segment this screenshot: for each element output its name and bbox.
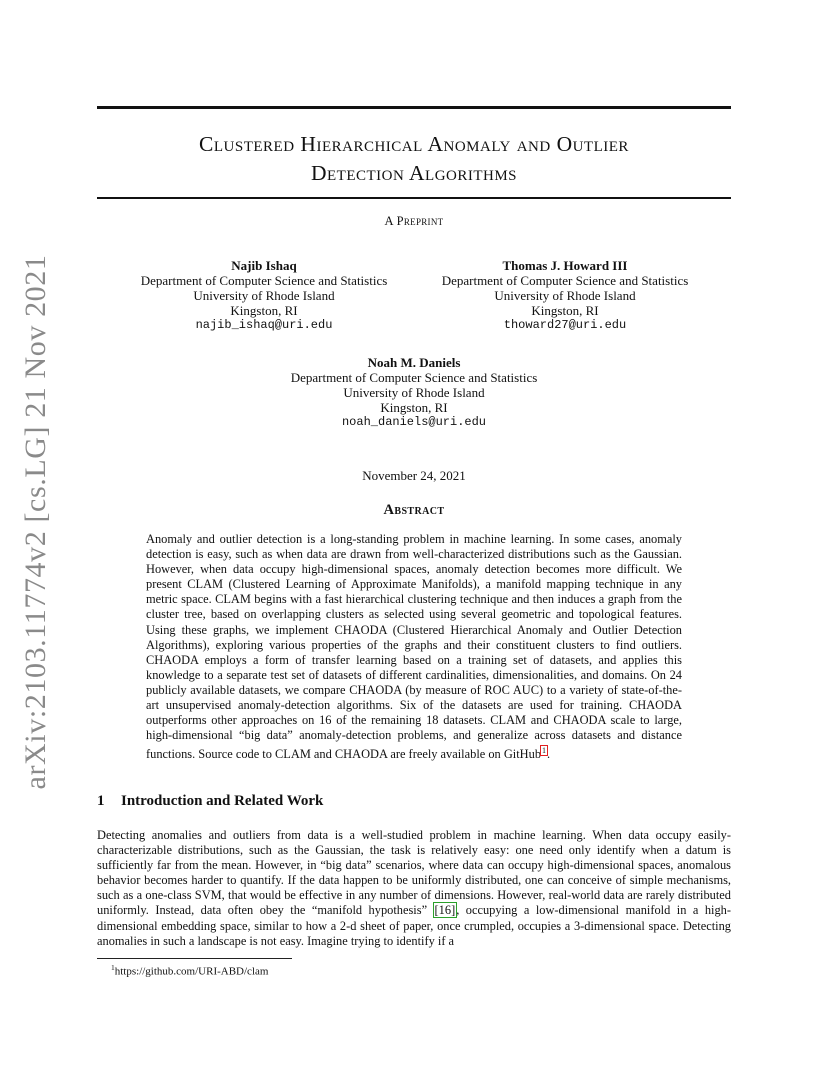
title-line-2: Detection Algorithms <box>310 161 518 185</box>
intro-text-2: , occupying a low-dimensional manifold in a high-dimensional embedding space, similar to how a 2-d sheet of paper, once crumpled, occupies a 3-dimensional space. Detecting anomalies in such a landscape is not easy. Imagine trying to identify if a <box>97 903 731 948</box>
author-name: Najib Ishaq <box>231 258 297 273</box>
author-block-1 <box>118 258 410 333</box>
author-university: University of Rhode Island <box>343 385 485 400</box>
author-block-3 <box>268 355 560 430</box>
intro-text-1: Detecting anomalies and outliers from data is a well-studied problem in machine learning. When data occupy easily-characterizable distributions, such as the Gaussian, the task is relatively easy: one need only identify when a datum is sufficiently far from the mean. However, in “big data” scenarios, where data can occupy high-dimensional spaces, anomalous behavior becomes harder to quantify. If the data happen to be uniformly distributed, one can conceive of simple mechanisms, such as a one-class SVM, that would be effective in any number of dimensions. However, real-world data are rarely distributed uniformly. Instead, data often obey the “manifold hypothesis” <box>97 828 731 918</box>
author-email[interactable]: noah_daniels@uri.edu <box>341 415 487 429</box>
abstract-end: . <box>547 747 551 762</box>
paper-title <box>97 130 731 188</box>
author-block-2 <box>419 258 711 333</box>
footnote-rule <box>97 958 292 959</box>
author-university: University of Rhode Island <box>193 288 335 303</box>
author-email[interactable]: thoward27@uri.edu <box>503 318 627 332</box>
arxiv-stamp-text: arXiv:2103.11774v2 [cs.LG] 21 Nov 2021 <box>19 254 52 790</box>
section-heading <box>97 793 323 810</box>
footnote-mark: 1 <box>111 963 115 972</box>
footnote-url[interactable]: https://github.com/URI-ABD/clam <box>114 965 269 978</box>
title-bottom-rule <box>97 197 731 199</box>
author-university: University of Rhode Island <box>494 288 636 303</box>
title-top-rule <box>97 106 731 109</box>
abstract-heading: Abstract <box>383 502 445 518</box>
author-location: Kingston, RI <box>531 303 599 318</box>
preprint-label: A Preprint <box>384 214 444 228</box>
title-line-1: Clustered Hierarchical Anomaly and Outlier <box>199 132 629 156</box>
author-name: Thomas J. Howard III <box>502 258 628 273</box>
introduction-paragraph <box>97 828 731 949</box>
footnote-link[interactable]: 1 <box>542 746 547 756</box>
abstract-text: Anomaly and outlier detection is a long-standing problem in machine learning. In some cases, anomaly detection is easy, such as when data are drawn from well-characterized distributions such as the Gaussian. However, when data occupy high-dimensional spaces, anomaly detection becomes more difficult. We present CLAM (Clustered Learning of Approximate Manifolds), a manifold mapping technique in any metric space. CLAM begins with a fast hierarchical clustering technique and then induces a graph from the cluster tree, based on overlapping clusters as selected using several geometric and topological features. Using these graphs, we implement CHAODA (Clustered Hierarchical Anomaly and Outlier Detection Algorithms), exploring various properties of the graphs and their constituent clusters to find outliers. CHAODA employs a form of transfer learning based on a training set of datasets, and applies this knowledge to a separate test set of datasets of different cardinalities, dimensionalities, and domains. On 24 publicly available datasets, we compare CHAODA (by measure of ROC AUC) to a variety of state-of-the-art unsupervised anomaly-detection algorithms. Six of the datasets are used for training. CHAODA outperforms other approaches on 16 of the remaining 18 datasets. CLAM and CHAODA scale to large, high-dimensional “big data” anomaly-detection problems, and generalize across datasets and distance functions. Source code to CLAM and CHAODA are freely available on GitHub <box>146 532 682 762</box>
author-email[interactable]: najib_ishaq@uri.edu <box>195 318 333 332</box>
abstract-body <box>146 532 682 763</box>
section-title: Introduction and Related Work <box>121 793 324 809</box>
author-department: Department of Computer Science and Statistics <box>290 370 538 385</box>
author-name: Noah M. Daniels <box>367 355 461 370</box>
citation-link[interactable]: [16] <box>434 903 456 918</box>
section-number: 1 <box>97 793 105 809</box>
author-location: Kingston, RI <box>230 303 298 318</box>
author-department: Department of Computer Science and Statistics <box>441 273 689 288</box>
footnote <box>111 963 268 978</box>
paper-date: November 24, 2021 <box>362 468 466 483</box>
author-location: Kingston, RI <box>380 400 448 415</box>
author-department: Department of Computer Science and Statistics <box>140 273 388 288</box>
